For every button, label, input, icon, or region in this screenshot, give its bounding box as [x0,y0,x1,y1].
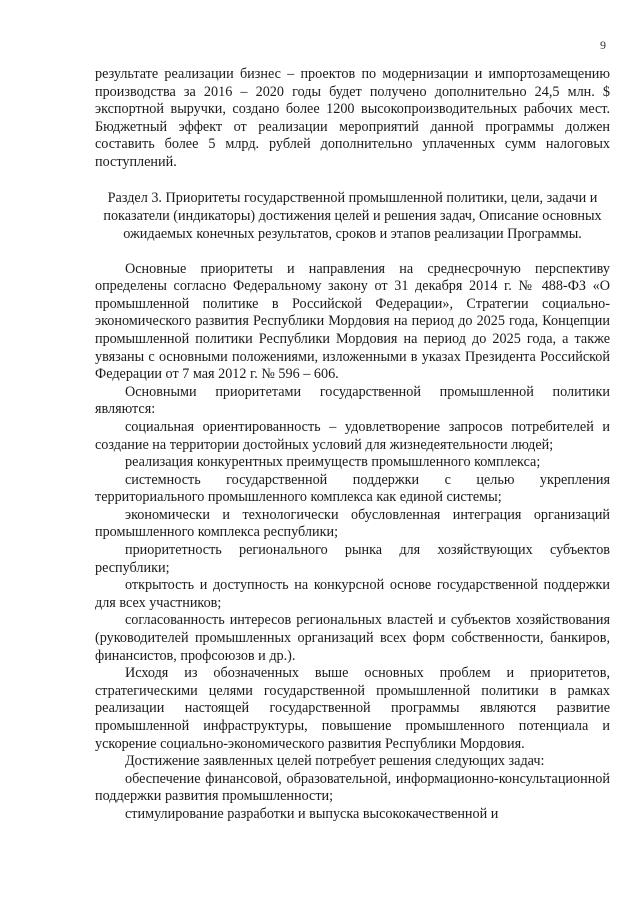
priority-item: приоритетность регионального рынка для хозяйствующих субъектов республики; [95,542,610,576]
paragraph-tasks-intro: Достижение заявленных целей потребует решения следующих задач: [125,753,545,770]
priority-item: согласованность интересов региональных властей и субъектов хозяйствования (руководителей промышленных организаций всех форм собственности, банкиров, финансистов, профсоюзов и др.). [95,612,610,664]
document-body [95,66,610,824]
priority-item: реализация конкурентных преимуществ промышленного комплекса; [125,454,541,471]
priority-item: открытость и доступность на конкурсной основе государственной поддержки для всех участников; [95,577,610,611]
priority-item: экономически и технологически обусловленная интеграция организаций промышленного комплекса республики; [95,506,610,541]
priority-item: социальная ориентированность – удовлетворение запросов потребителей и создание на территории достойных условий для жизнедеятельности людей; [95,418,610,453]
task-item: обеспечение финансовой, образовательной, информационно-консультационной поддержки развития промышленности; [95,770,610,805]
paragraph-strategic-goals: Исходя из обозначенных выше основных проблем и приоритетов, стратегическими целями государственной промышленной политики в рамках реализации настоящей государственной программы являются развитие промышленной инфраструктуры, повышение промышленного потенциала и ускорение социально-экономического развития Республики Мордовия. [95,665,610,752]
task-item: стимулирование разработки и выпуска высококачественной и [125,805,499,822]
paragraph-priorities-basis: Основные приоритеты и направления на среднесрочную перспективу определены согласно Федеральному закону от 31 декабря 2014 г. № 488-ФЗ «О промышленной политике в Российской Федерации», Стратегии социально-экономического развития Республики Мордовия на период до 2025 года, Концепции промышленной политики Республики Мордовия на период до 2025 года, а также увязаны с основными положениями, изложенными в указах Президента Российской Федерации от 7 мая 2012 г. № 596 – 606. [95,260,610,383]
priority-item: системность государственной поддержки с целью укрепления территориального промышленного комплекса как единой системы; [95,471,610,506]
paragraph-priorities-intro: Основными приоритетами государственной промышленной политики являются: [95,383,610,418]
paragraph-results: результате реализации бизнес – проектов по модернизации и импортозамещению производства за 2016 – 2020 годы будет получено дополнительно 24,5 млн. $ экспортной выручки, создано более 1200 высокопроизводительных рабочих мест. Бюджетный эффект от реализации мероприятий данной программы должен составить более 5 млрд. рублей дополнительно уплаченных сумм налоговых поступлений. [95,66,610,170]
section-heading: Раздел 3. Приоритеты государственной промышленной политики, цели, задачи и показатели (индикаторы) достижения целей и решения задач, Описание основных ожидаемых конечных результатов, сроков и этапов реализации Программы. [103,189,602,242]
page-number: 9 [600,38,606,52]
